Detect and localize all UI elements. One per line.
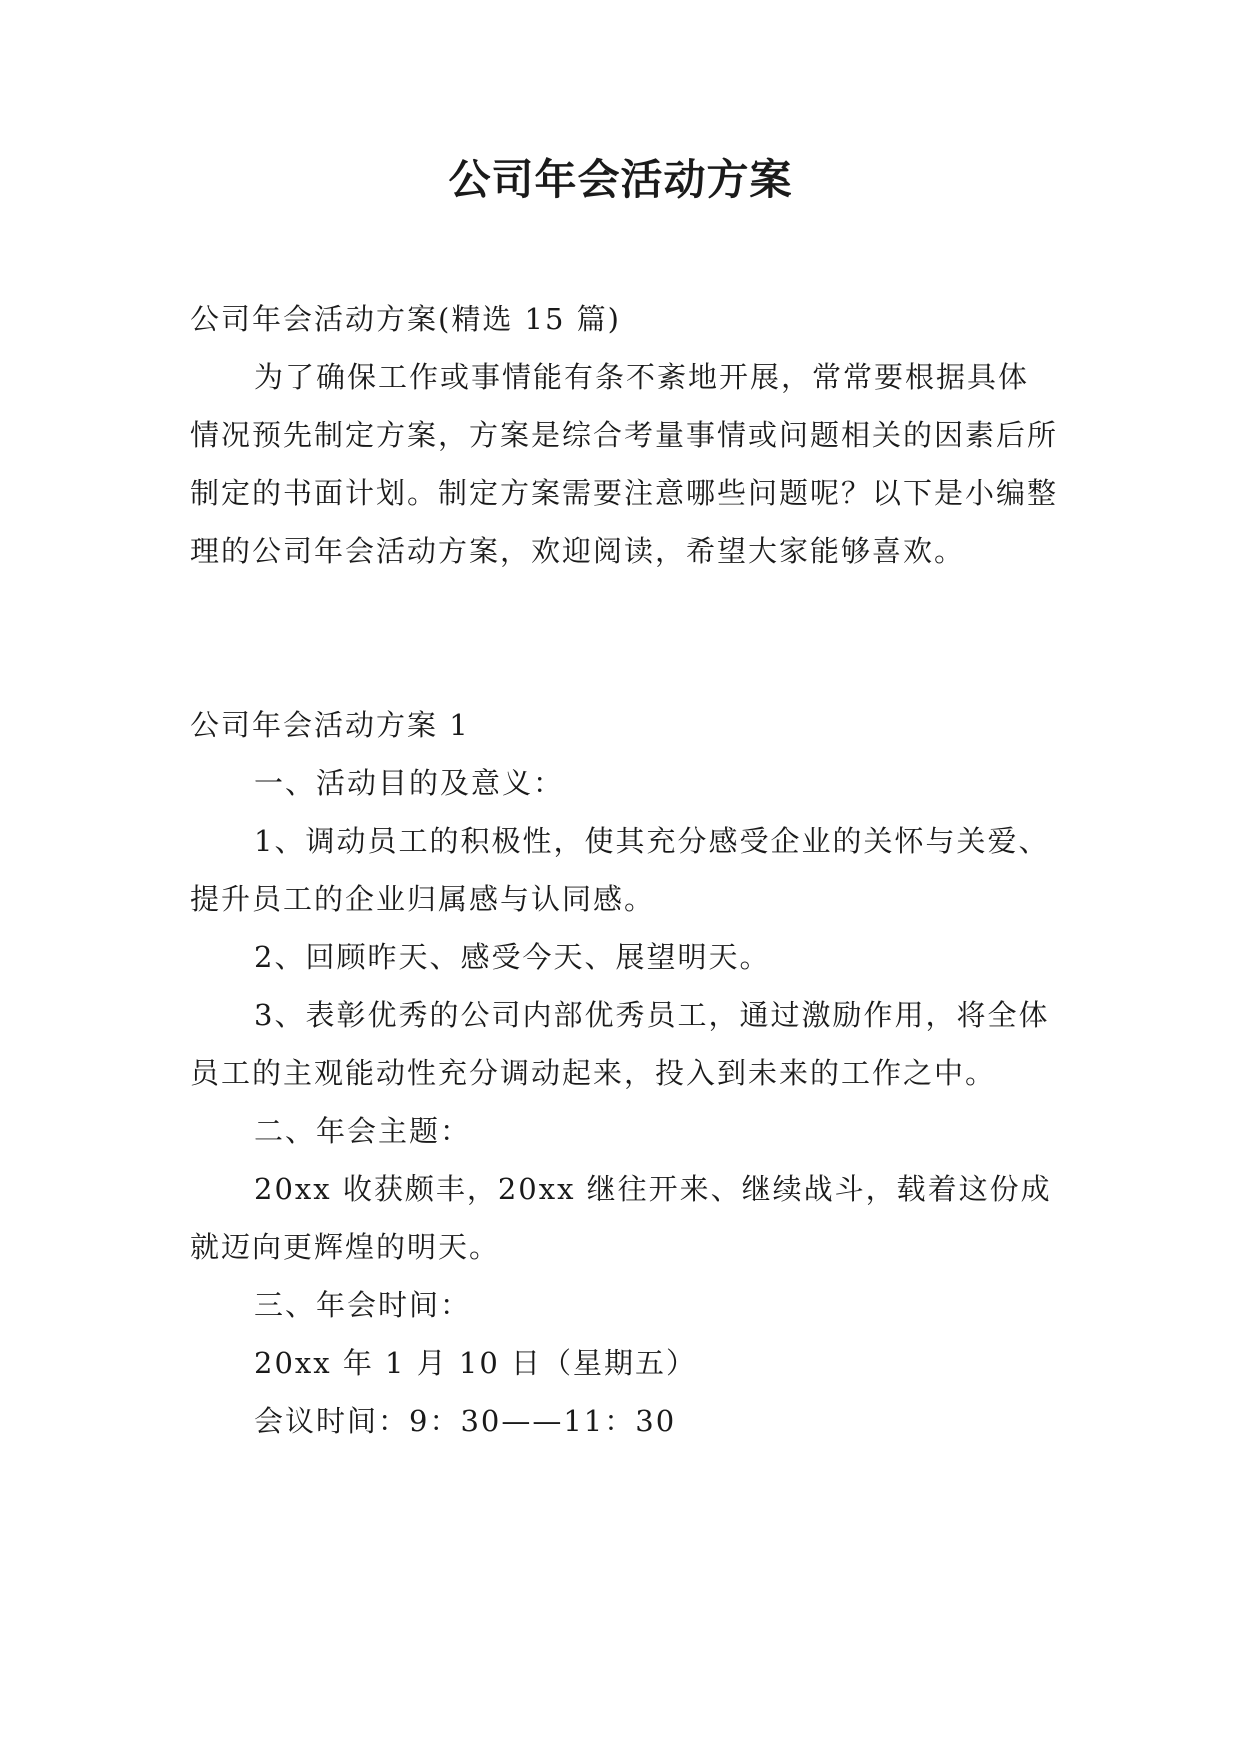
- meeting-time: 会议时间：9：30——11：30: [254, 1404, 677, 1438]
- theme-text: 20xx 收获颇丰，20xx 继往开来、继续战斗，载着这份成就迈向更辉煌的明天。: [190, 1172, 1052, 1264]
- purpose-item-1: 1、调动员工的积极性，使其充分感受企业的关怀与关爱、提升员工的企业归属感与认同感。: [190, 824, 1050, 916]
- event-date: 20xx 年 1 月 10 日（星期五）: [254, 1346, 698, 1380]
- section-heading: 公司年会活动方案 1: [190, 708, 470, 742]
- time-heading: 三、年会时间：: [254, 1288, 472, 1322]
- purpose-item-3: 3、表彰优秀的公司内部优秀员工，通过激励作用，将全体员工的主观能动性充分调动起来，投入到未来的工作之中。: [190, 998, 1050, 1090]
- document-body: [190, 290, 1058, 1450]
- document-title: 公司年会活动方案: [448, 155, 793, 204]
- purpose-heading: 一、活动目的及意义：: [254, 766, 565, 800]
- theme-heading: 二、年会主题：: [254, 1114, 472, 1148]
- section-spacer: [190, 580, 1058, 696]
- document-subtitle: 公司年会活动方案(精选 15 篇): [190, 302, 621, 336]
- purpose-item-2: 2、回顾昨天、感受今天、展望明天。: [254, 940, 771, 974]
- intro-paragraph: 为了确保工作或事情能有条不紊地开展，常常要根据具体情况预先制定方案，方案是综合考量事情或问题相关的因素后所制定的书面计划。制定方案需要注意哪些问题呢？以下是小编整理的公司年会活动方案，欢迎阅读，希望大家能够喜欢。: [190, 360, 1059, 568]
